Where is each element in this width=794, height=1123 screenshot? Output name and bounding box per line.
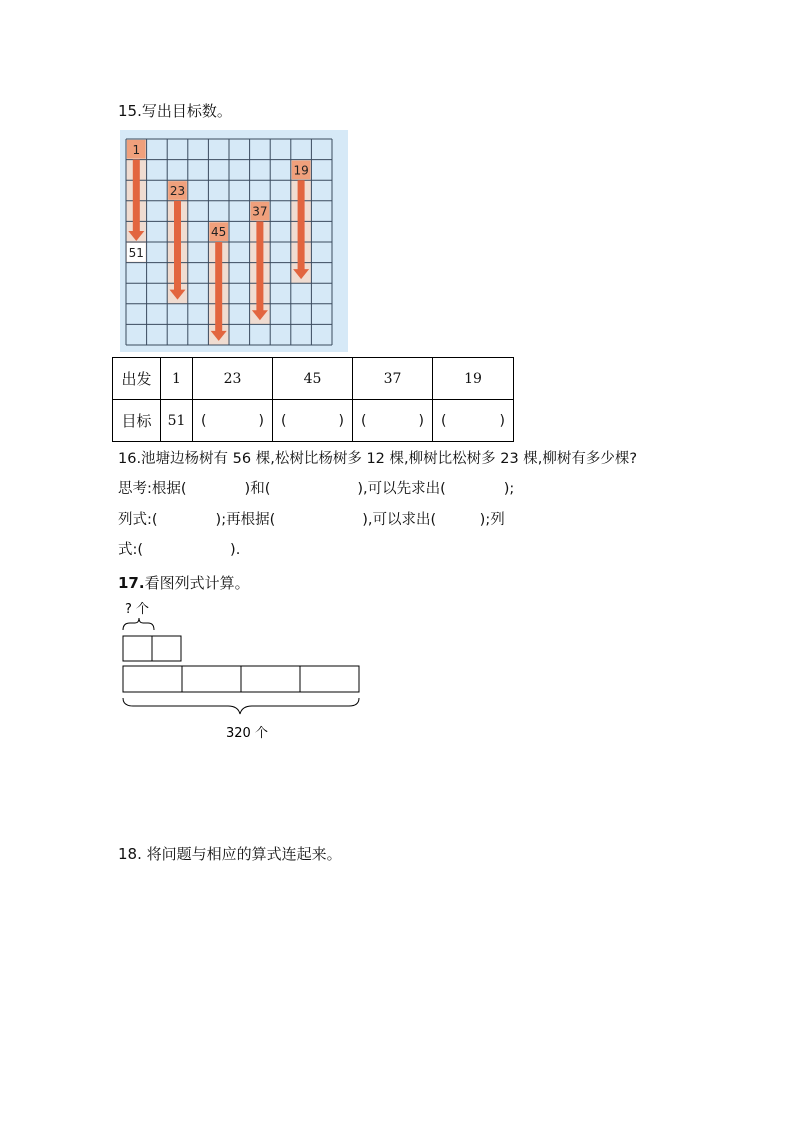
bottom-quantity-label: 320 个 <box>226 726 268 741</box>
arrow-shaft <box>256 221 263 311</box>
q17-title-text: 看图列式计算。 <box>144 574 250 592</box>
q17-number: 17. <box>118 574 145 592</box>
target-cell: 51 <box>161 400 193 442</box>
q17-title <box>118 573 250 593</box>
large-bar-segment <box>300 666 359 692</box>
arrow-shaft <box>133 160 140 232</box>
paren-open: ( <box>281 412 287 429</box>
start-cell: 45 <box>273 358 353 400</box>
bar-model-diagram <box>118 598 368 746</box>
paren-close: ) <box>258 412 264 429</box>
large-bar-segment <box>241 666 300 692</box>
start-cell: 19 <box>433 358 514 400</box>
target-answer-blank[interactable] <box>433 400 514 442</box>
answer-table <box>112 357 514 442</box>
arrow-start-label: 19 <box>293 163 309 178</box>
arrow-end-label: 51 <box>128 245 144 260</box>
bottom-brace <box>123 698 359 714</box>
start-cell: 1 <box>161 358 193 400</box>
small-bar-segment <box>152 636 181 661</box>
q16-formula-line-end: 式:( ). <box>118 542 241 558</box>
paren-close: ) <box>338 412 344 429</box>
grid-background <box>120 130 348 352</box>
arrow-start-label: 1 <box>132 142 141 157</box>
q18-title: 18. 将问题与相应的算式连起来。 <box>118 845 342 863</box>
number-grid-figure <box>120 130 348 352</box>
arrow-start-label: 23 <box>169 184 186 199</box>
large-bar-segment <box>123 666 182 692</box>
arrow-shaft <box>298 180 305 270</box>
q15-title: 15.写出目标数。 <box>118 102 232 120</box>
q16-think-line: 思考:根据( )和( ),可以先求出( ); <box>118 481 515 497</box>
arrow-shaft <box>174 201 181 291</box>
arrow-start-label: 37 <box>252 204 268 219</box>
table-row <box>113 400 514 442</box>
paren-open: ( <box>441 412 447 429</box>
paren-close: ) <box>418 412 424 429</box>
row-header-start: 出发 <box>113 358 161 400</box>
paren-close: ) <box>499 412 505 429</box>
start-cell: 23 <box>193 358 273 400</box>
small-bar-segment <box>123 636 152 661</box>
target-answer-blank[interactable] <box>353 400 433 442</box>
target-answer-blank[interactable] <box>193 400 273 442</box>
paren-open: ( <box>361 412 367 429</box>
q16-formula-line: 列式:( );再根据( ),可以求出( );列 <box>118 512 505 528</box>
top-quantity-label: ? 个 <box>125 602 150 617</box>
paren-open: ( <box>201 412 207 429</box>
arrow-shaft <box>215 242 222 332</box>
target-answer-blank[interactable] <box>273 400 353 442</box>
arrow-start-label: 45 <box>211 225 227 240</box>
large-bar-segment <box>182 666 241 692</box>
top-brace <box>123 618 154 630</box>
start-cell: 37 <box>353 358 433 400</box>
q16-question: 16.池塘边杨树有 56 棵,松树比杨树多 12 棵,柳树比松树多 23 棵,柳树有多少棵? <box>118 451 638 467</box>
table-row <box>113 358 514 400</box>
row-header-target: 目标 <box>113 400 161 442</box>
